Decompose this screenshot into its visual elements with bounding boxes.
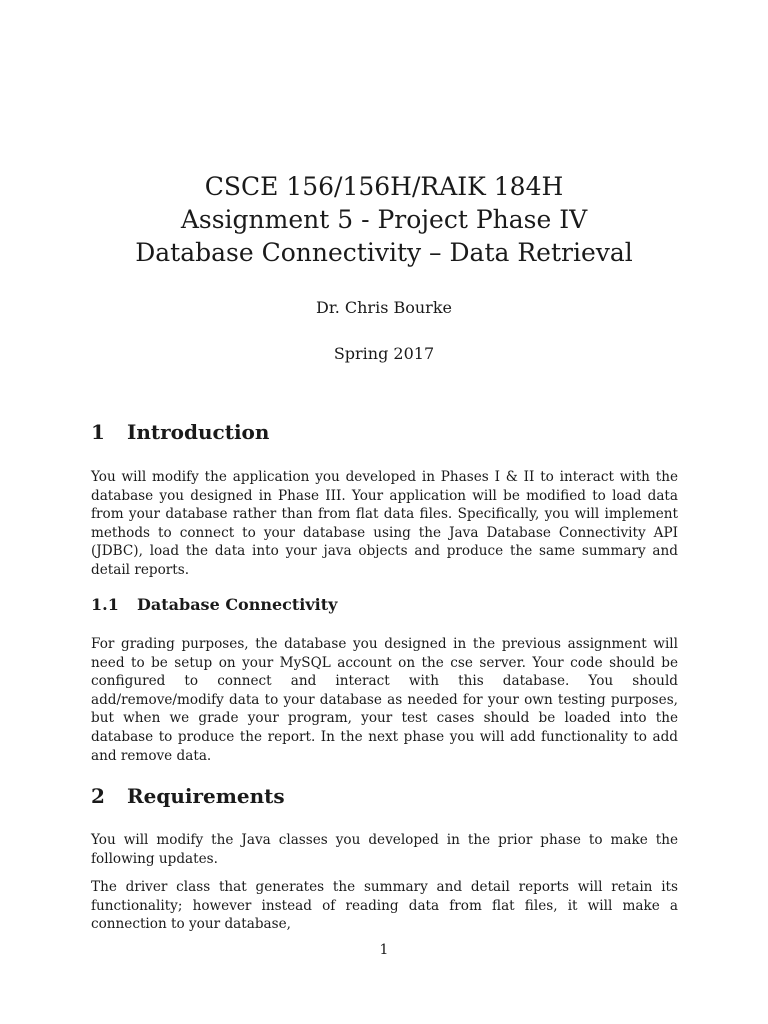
paragraph-requirements-2: The driver class that generates the summary and detail reports will retain its functionality; however instead of reading data from flat files, it will make a connection to your database, [91,879,678,933]
section-title: Introduction [127,420,270,444]
date: Spring 2017 [333,344,435,363]
title-line-assignment: Assignment 5 - Project Phase IV [180,205,588,234]
paragraph-database-connectivity: For grading purposes, the database you designed in the previous assignment will need to be setup on your MySQL account on the cse server. Your code should be configured to connect and interact with this database. You should add/remove/modify data to your database as needed for your own testing purposes, but when we grade your program, your test cases should be loaded into the database to produce the report. In the next phase you will add functionality to add and remove data. [91,636,678,764]
section-title: Requirements [127,784,285,808]
section-heading-requirements [91,784,285,808]
document-title [0,170,768,269]
page-number: 1 [379,942,389,958]
paragraph-introduction: You will modify the application you developed in Phases I & II to interact with the database you designed in Phase III. Your application will be modified to load data from your database rather than from flat data files. Specifically, you will implement methods to connect to your database using the Java Database Connectivity API (JDBC), load the data into your java objects and produce the same summary and detail reports. [91,469,678,578]
subsection-title: Database Connectivity [137,595,338,614]
section-heading-introduction [91,420,269,444]
title-line-course: CSCE 156/156H/RAIK 184H [204,172,564,201]
author: Dr. Chris Bourke [315,298,452,317]
title-line-topic: Database Connectivity – Data Retrieval [135,238,633,267]
subsection-number: 1.1 [91,595,119,614]
subsection-heading-database-connectivity [91,595,337,614]
section-number: 1 [91,420,105,444]
section-number: 2 [91,784,105,808]
paragraph-requirements-1: You will modify the Java classes you developed in the prior phase to make the following updates. [91,832,678,867]
